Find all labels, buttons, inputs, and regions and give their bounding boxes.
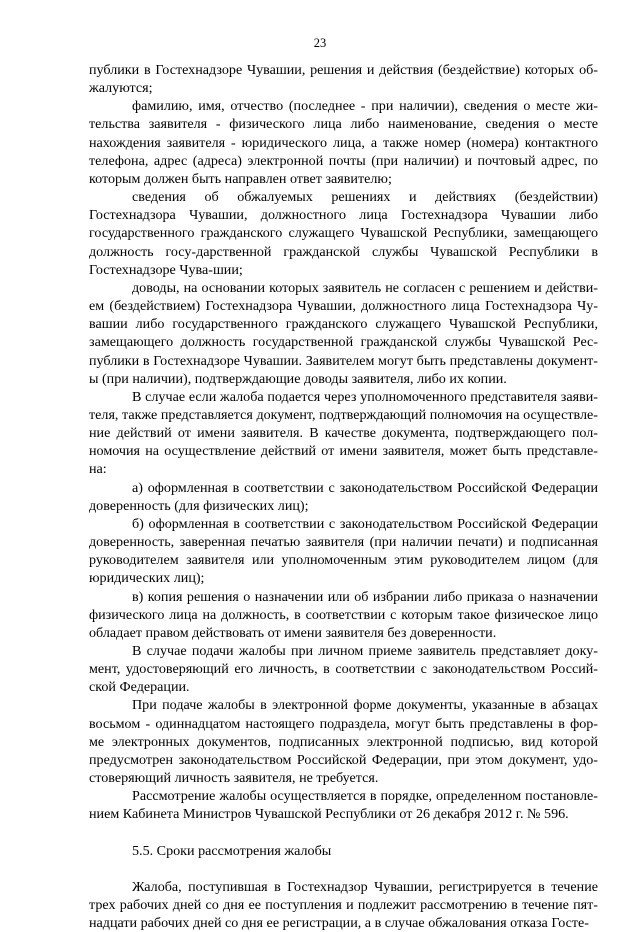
page-body xyxy=(89,61,598,932)
section-heading: 5.5. Сроки рассмотрения жалобы xyxy=(132,842,332,859)
paragraph-review-procedure: Рассмотрение жалобы осуществляется в порядке, определенном постановле-нием Кабинета Министров Чувашской Республики от 26 декабря 2012 г. № 596. xyxy=(89,788,598,823)
list-item-a: а) оформленная в соответствии с законодательством Российской Федерации доверенность (для физических лиц); xyxy=(89,479,598,514)
paragraph-arguments: доводы, на основании которых заявитель не согласен с решением и действи-ем (бездействием) Гостехнадзора Чувашии, должностного лица Гостехнадзора Чу-вашии либо государственного гражданского служащего Чувашской Республики, замещающего должность государственной гражданской службы Чувашской Рес-публики в Гостехнадзоре Чувашии. Заявителем могут быть представлены документ-ы (при наличии), подтверждающие доводы заявителя, либо их копии. xyxy=(89,279,598,387)
paragraph-representative: В случае если жалоба подается через уполномоченного представителя заяви-теля, также представляется документ, подтверждающий полномочия на осуществле-ние действий от имени заявителя. В качестве документа, подтверждающего пол-номочия на осуществление действий от имени заявителя, может быть представле-на: xyxy=(89,388,598,478)
list-item-b: б) оформленная в соответствии с законодательством Российской Федерации доверенность, заверенная печатью заявителя (при наличии печати) и подписанная руководителем заявителя или уполномоченным этим руководителем лицом (для юридических лиц); xyxy=(89,515,598,587)
paragraph-personal-reception: В случае подачи жалобы при личном приеме заявитель представляет доку-мент, удостоверяющий его личность, в соответствии с законодательством Россий-ской Федерации. xyxy=(89,643,598,696)
paragraph-continuation: публики в Гостехнадзоре Чувашии, решения и действия (бездействие) которых об-жалуются; xyxy=(89,62,598,97)
paragraph-registration-terms: Жалоба, поступившая в Гостехнадзор Чувашии, регистрируется в течение трех рабочих дней со дня ее поступления и подлежит рассмотрению в течение пят-надцати рабочих дней со дня ее регистрации, а в случае обжалования отказа Госте- xyxy=(89,878,598,932)
paragraph-appealed-decisions: сведения об обжалуемых решениях и действиях (бездействии) Гостехнадзора Чувашии, должностного лица Гостехнадзора Чувашии либо государственного гражданского служащего Чувашской Республики, замещающего должность госу-дарственной гражданской службы Чувашской Республики в Гостехнадзоре Чува-шии; xyxy=(89,189,598,278)
page-number: 23 xyxy=(313,36,327,50)
list-item-v: в) копия решения о назначении или об избрании либо приказа о назначении физического лица на должность, в соответствии с которым такое физическое лицо обладает правом действовать от имени заявителя без доверенности. xyxy=(89,588,598,641)
paragraph-applicant-name: фамилию, имя, отчество (последнее - при наличии), сведения о месте жи-тельства заявителя - физического лица либо наименование, сведения о месте нахождения заявителя - юридического лица, а также номер (номера) контактного телефона, адрес (адреса) электронной почты (при наличии) и почтовый адрес, по которым должен быть направлен ответ заявителю; xyxy=(89,98,598,187)
paragraph-electronic-form: При подаче жалобы в электронной форме документы, указанные в абзацах восьмом - одиннадцатом настоящего подраздела, могут быть представлены в фор-ме электронных документов, подписанных электронной подписью, вид которой предусмотрен законодательством Российской Федерации, при этом документ, удо-стоверяющий личность заявителя, не требуется. xyxy=(89,697,598,787)
